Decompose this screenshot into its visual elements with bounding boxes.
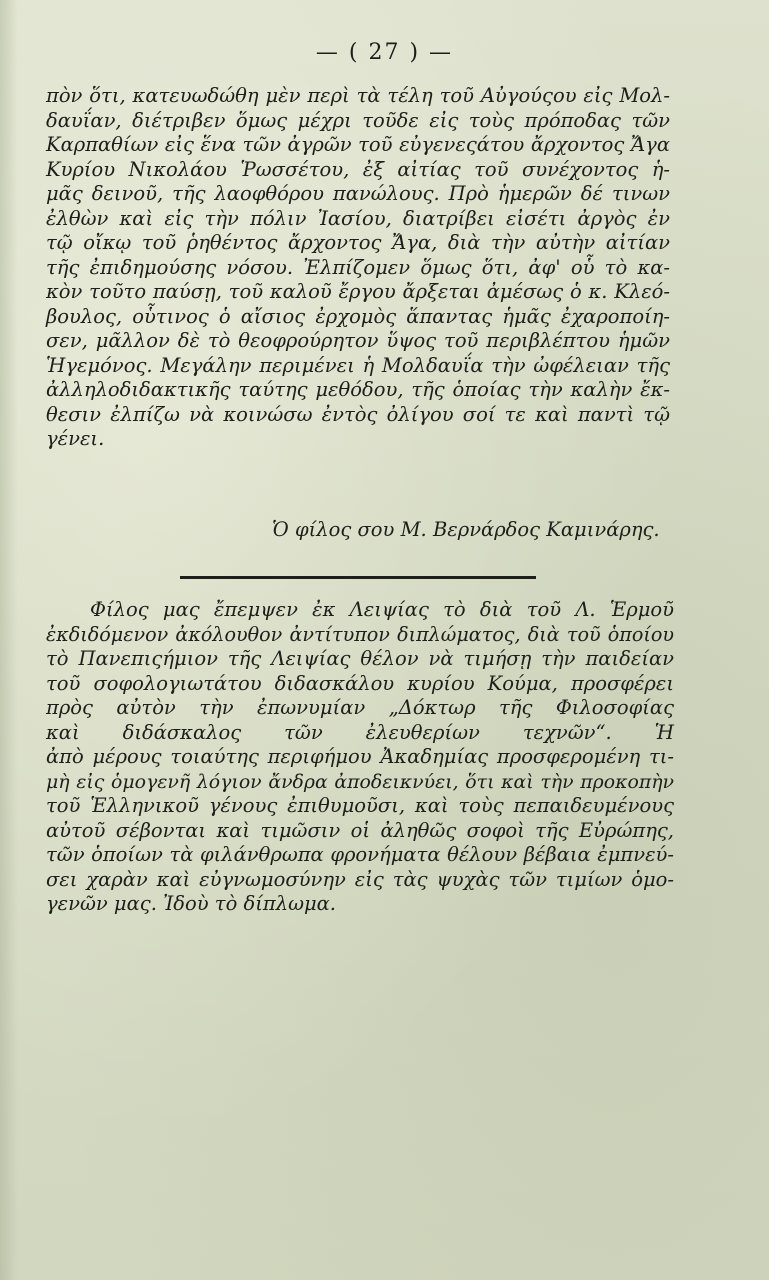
text-line: αὐτοῦ σέβονται καὶ τιμῶσιν οἱ ἀληθῶς σοφοὶ τῆς Εὐρώπης, — [46, 818, 674, 842]
text-line: Φίλος μας ἔπεμψεν ἐκ Λειψίας τὸ διὰ τοῦ Λ. Ἑρμοῦ — [90, 598, 674, 621]
text-line: γενῶν μας. Ἰδοὺ τὸ δίπλωμα. — [46, 892, 337, 915]
text-line: Καρπαθίων εἰς ἕνα τῶν ἀγρῶν τοῦ εὐγενεςάτου ἄρχοντος Ἄγα — [46, 133, 670, 156]
text-line: πὸν ὅτι, κατευωδώθη μὲν περὶ τὰ τέλη τοῦ Αὐγούςου εἰς Μολ- — [46, 84, 670, 107]
text-line: μὴ εἰς ὁμογενῆ λόγιον ἄνδρα ἀποδεικνύει, ὅτι καὶ τὴν προκοπὴν — [46, 770, 674, 793]
page-header: — ( 27 ) — — [315, 40, 454, 65]
text-line: καὶ διδάσκαλος τῶν ἐλευθερίων τεχνῶν“. Ἡ — [46, 720, 674, 744]
text-line: τὸ Πανεπιςήμιον τῆς Λειψίας θέλον νὰ τιμήσῃ τὴν παιδείαν — [46, 647, 674, 670]
text-line: γένει. — [46, 427, 105, 450]
section-divider — [180, 576, 536, 579]
text-line: βουλος, οὗτινος ὁ αἴσιος ἐρχομὸς ἅπαντας ἡμᾶς ἐχαροποίη- — [46, 304, 670, 328]
text-line: θεσιν ἐλπίζω νὰ κοινώσω ἐντὸς ὀλίγου σοί τε καὶ παντὶ τῷ — [46, 402, 670, 426]
text-line: πρὸς αὐτὸν τὴν ἐπωνυμίαν „Δόκτωρ τῆς Φιλοσοφίας — [46, 696, 674, 719]
text-line: ἀπὸ μέρους τοιαύτης περιφήμου Ἀκαδημίας προσφερομένη τι- — [46, 745, 674, 768]
text-line: ἐκδιδόμενον ἀκόλουθον ἀντίτυπον διπλώματος, διὰ τοῦ ὁποίου — [46, 622, 674, 646]
text-line: μᾶς δεινοῦ, τῆς λαοφθόρου πανώλους. Πρὸ ἡμερῶν δέ τινων — [46, 182, 670, 205]
page-edge-shadow — [0, 0, 18, 1280]
article-2 — [46, 598, 674, 917]
text-line: Ἡγεμόνος. Μεγάλην περιμένει ἡ Μολδαυΐα τὴν ὠφέλειαν τῆς — [46, 353, 670, 377]
text-line: κὸν τοῦτο παύσῃ, τοῦ καλοῦ ἔργου ἄρξεται ἀμέσως ὁ κ. Κλεό- — [46, 280, 670, 303]
text-line: δαυΐαν, διέτριβεν ὅμως μέχρι τοῦδε εἰς τοὺς πρόποδας τῶν — [46, 108, 670, 132]
signature: Ὁ φίλος σου Μ. Βερνάρδος Καμινάρης. — [272, 518, 660, 541]
text-line: Κυρίου Νικολάου Ῥωσσέτου, ἐξ αἰτίας τοῦ συνέχοντος ἡ- — [46, 157, 670, 181]
text-line: ἀλληλοδιδακτικῆς ταύτης μεθόδου, τῆς ὁποίας τὴν καλὴν ἔκ- — [46, 378, 670, 401]
text-line: τῷ οἴκῳ τοῦ ῥηθέντος ἄρχοντος Ἄγα, διὰ τὴν αὐτὴν αἰτίαν — [46, 231, 670, 254]
text-line: τοῦ Ἑλληνικοῦ γένους ἐπιθυμοῦσι, καὶ τοὺς πεπαιδευμένους — [46, 794, 674, 817]
text-line: σει χαρὰν καὶ εὐγνωμοσύνην εἰς τὰς ψυχὰς τῶν τιμίων ὁμο- — [46, 867, 674, 891]
text-line: σεν, μᾶλλον δὲ τὸ θεοφρούρητον ὕψος τοῦ περιβλέπτου ἡμῶν — [46, 329, 670, 352]
text-line: τῶν ὁποίων τὰ φιλάνθρωπα φρονήματα θέλουν βέβαια ἐμπνεύ- — [46, 843, 674, 866]
article-1 — [46, 84, 670, 452]
text-line: τοῦ σοφολογιωτάτου διδασκάλου κυρίου Κούμα, προσφέρει — [46, 671, 674, 695]
text-line: ἐλθὼν καὶ εἰς τὴν πόλιν Ἰασίου, διατρίβει εἰσέτι ἀργὸς ἐν — [46, 206, 670, 230]
text-line: τῆς ἐπιδημούσης νόσου. Ἐλπίζομεν ὅμως ὅτι, ἀφ' οὗ τὸ κα- — [46, 255, 670, 279]
